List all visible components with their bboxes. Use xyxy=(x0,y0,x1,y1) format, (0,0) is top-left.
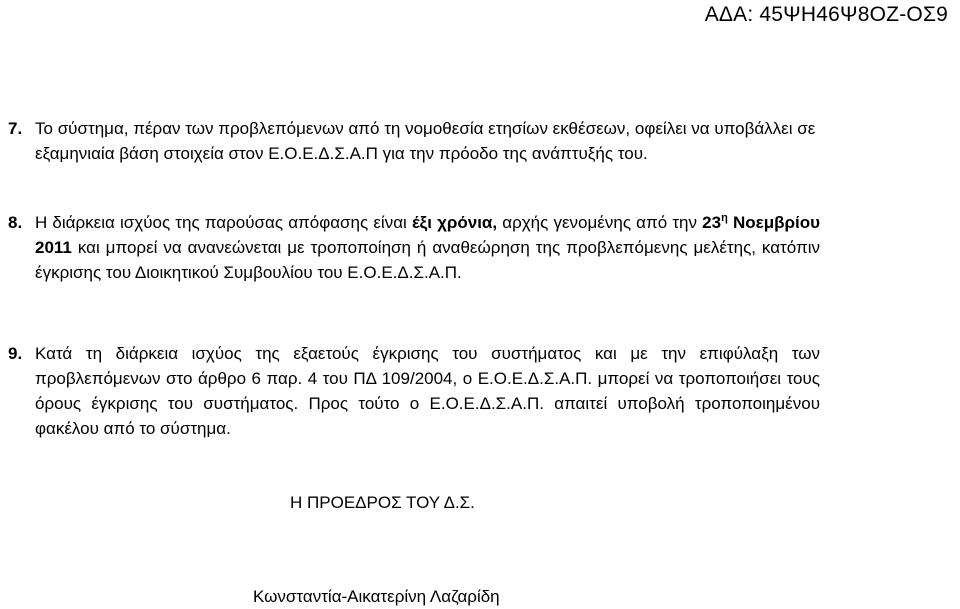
clause-8-text-part-1: Η διάρκεια ισχύος της παρούσας απόφασης είναι xyxy=(35,213,412,232)
clause-8-start-day: 23 xyxy=(702,213,722,232)
signatory-name: Κωνσταντία-Αικατερίνη Λαζαρίδη xyxy=(253,587,500,606)
clause-9 xyxy=(8,341,820,441)
clause-8 xyxy=(8,210,821,285)
clause-8-text-part-3: και μπορεί να ανανεώνεται με τροποποίηση ή αναθεώρηση της προβλεπόμενης μελέτης, κατόπιν έγκρισης του Διοικητικού Συμβουλίου του Ε.Ο.Ε.Δ.Σ.Α.Π. xyxy=(35,238,820,282)
clause-8-text-part-2: αρχής γενομένης από την xyxy=(497,213,703,232)
signature-title: Η ΠΡΟΕΔΡΟΣ ΤΟΥ Δ.Σ. xyxy=(290,493,475,512)
clause-8-ordinal-superscript: η xyxy=(721,212,728,224)
clause-8-duration: έξι χρόνια, xyxy=(411,213,498,232)
clause-9-number: 9. xyxy=(8,344,23,363)
clause-8-text xyxy=(35,210,820,285)
clause-8-start-month-year: Νοεμβρίου 2011 xyxy=(35,213,821,257)
ada-code: ΑΔΑ: 45ΨΗ46Ψ8ΟΖ-ΟΣ9 xyxy=(704,3,948,26)
clause-7-text: Το σύστημα, πέραν των προβλεπόμενων από τη νομοθεσία ετησίων εκθέσεων, οφείλει να υποβάλλει σε εξαμηνιαία βάση στοιχεία στον Ε.Ο.Ε.Δ.Σ.Α.Π για την πρόοδο της ανάπτυξής του. xyxy=(35,119,816,163)
clause-9-text: Κατά τη διάρκεια ισχύος της εξαετούς έγκρισης του συστήματος και με την επιφύλαξη των προβλεπόμενων στο άρθρο 6 παρ. 4 του ΠΔ 109/2004, ο Ε.Ο.Ε.Δ.Σ.Α.Π. μπορεί να τροποποιήσει τους όρους έγκρισης του συστήματος. Προς τούτο ο Ε.Ο.Ε.Δ.Σ.Α.Π. απαιτεί υποβολή τροποποιημένου φακέλου από το σύστημα. xyxy=(35,344,820,438)
clause-8-number: 8. xyxy=(8,213,23,232)
clause-7-number: 7. xyxy=(8,119,23,138)
clause-7 xyxy=(8,116,820,166)
